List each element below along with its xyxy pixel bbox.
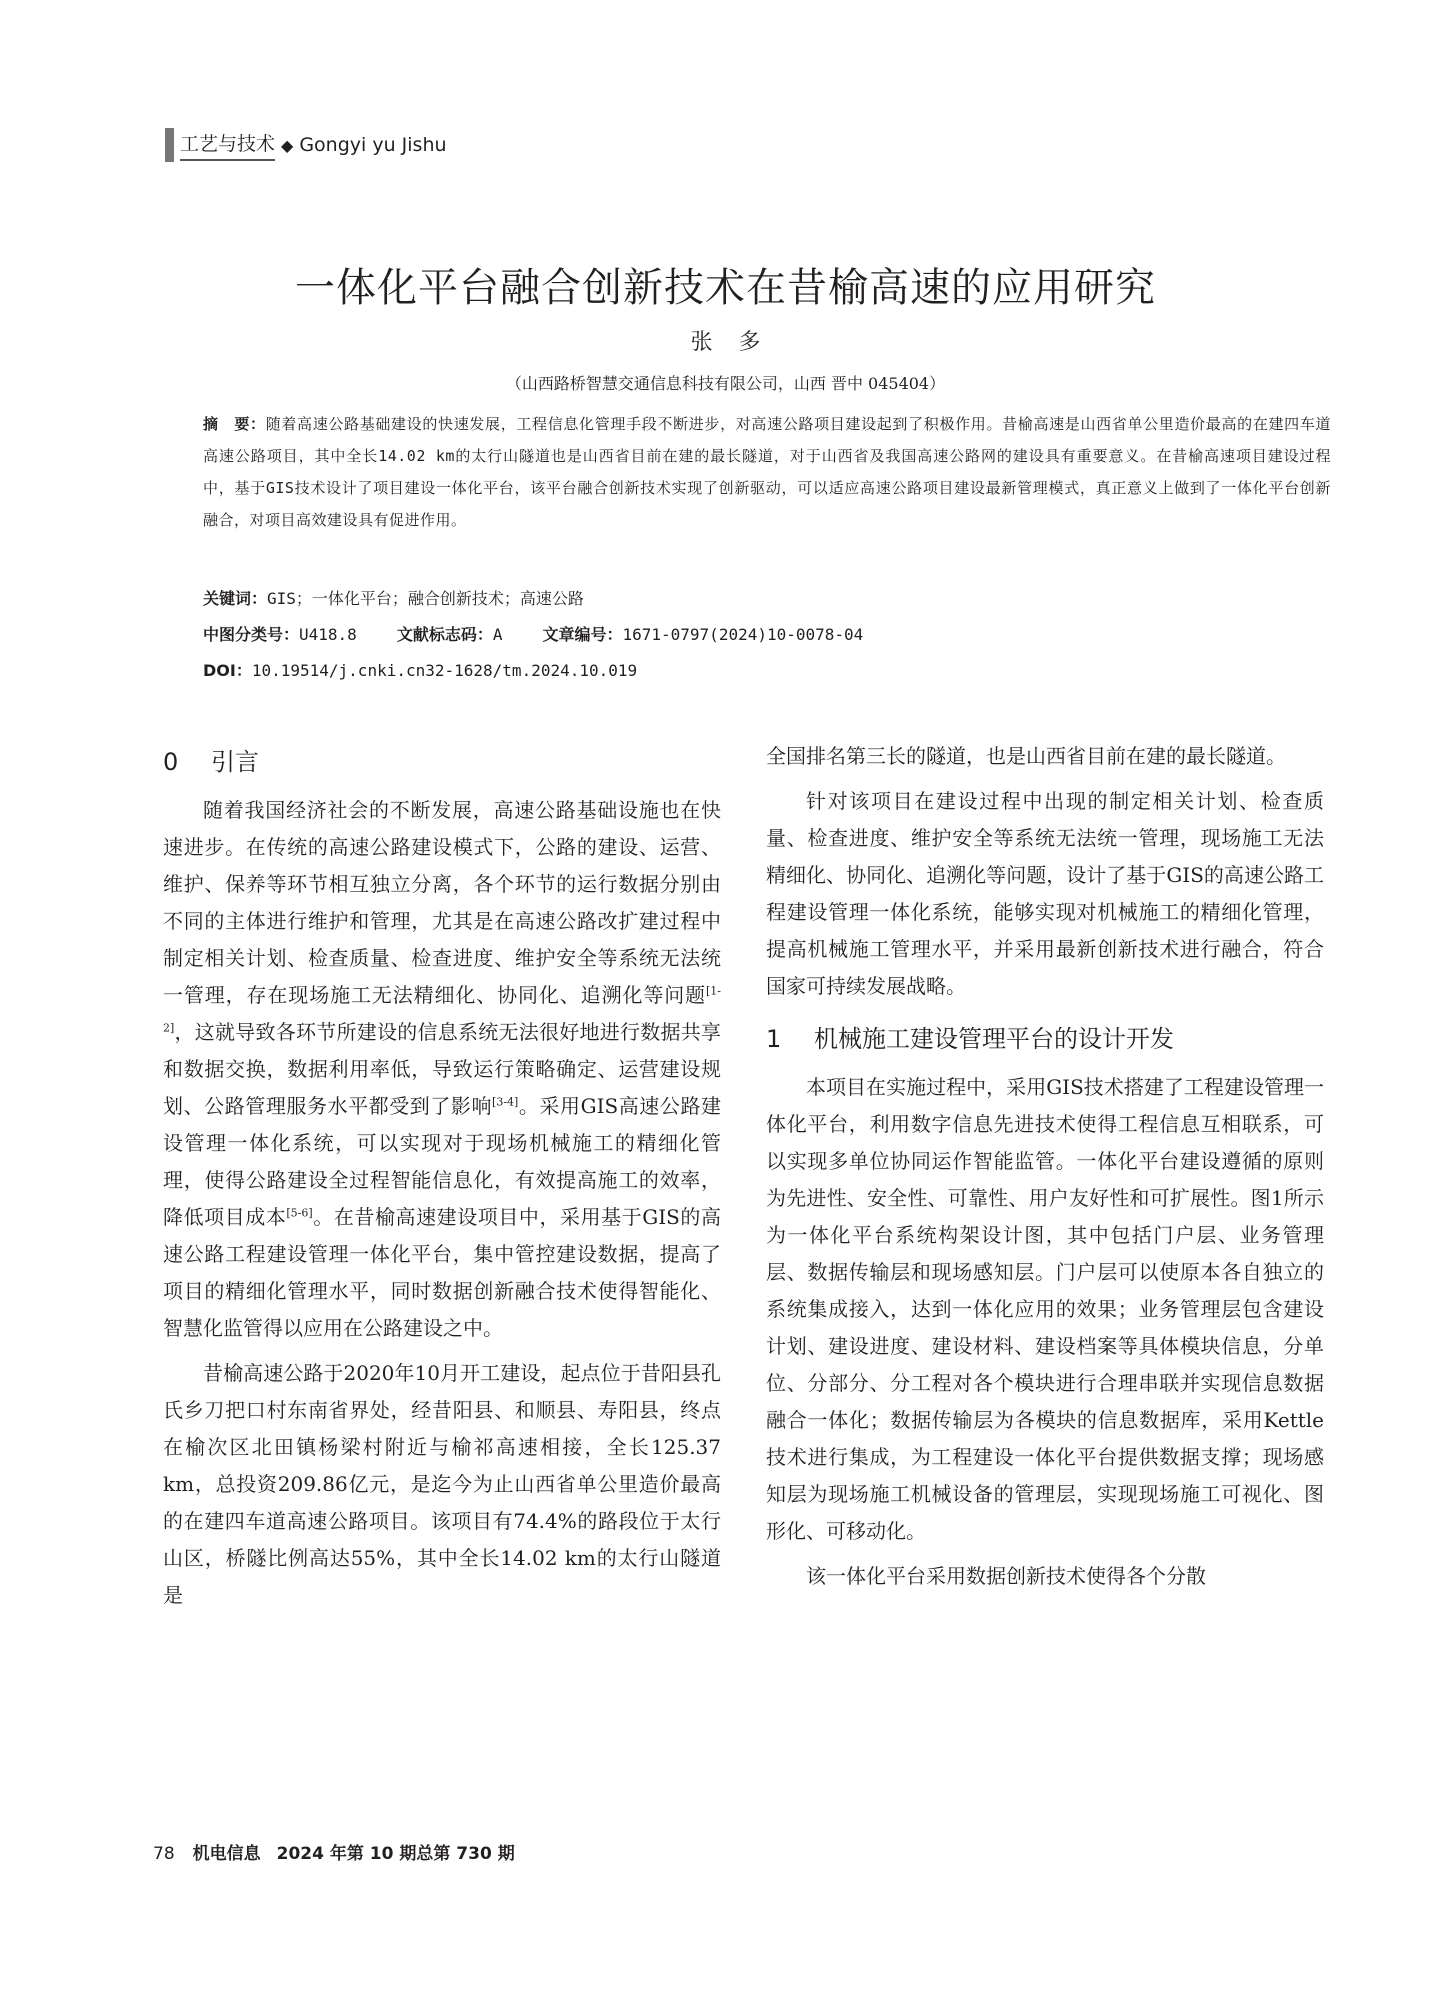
section-number: 1 <box>766 1025 782 1053</box>
keywords <box>203 586 584 609</box>
article-no-label: 文章编号： <box>542 625 623 644</box>
keywords-text: GIS；一体化平台；融合创新技术；高速公路 <box>267 589 584 608</box>
section-header <box>165 128 447 162</box>
page-number: 78 <box>153 1844 175 1864</box>
citation-ref[interactable]: [5-6] <box>286 1206 313 1220</box>
doi-row <box>203 658 637 681</box>
body-paragraph-continued: 全国排名第三长的隧道，也是山西省目前在建的最长隧道。 <box>766 744 1286 768</box>
body-paragraph: 本项目在实施过程中，采用GIS技术搭建了工程建设管理一体化平台，利用数字信息先进技术使得工程信息互相联系，可以实现多单位协同运作智能监管。一体化平台建设遵循的原则为先进性、安全性、可靠性、用户友好性和可扩展性。图1所示为一体化平台系统构架设计图，其中包括门户层、业务管理层、数据传输层和现场感知层。门户层可以使原本各自独立的系统集成接入，达到一体化应用的效果；业务管理层包含建设计划、建设进度、建设材料、建设档案等具体模块信息，分单位、分部分、分工程对各个模块进行合理串联并实现信息数据融合一体化；数据传输层为各模块的信息数据库，采用Kettle技术进行集成，为工程建设一体化平台提供数据支撑；现场感知层为现场施工机械设备的管理层，实现现场施工可视化、图形化、可移动化。 <box>766 1075 1324 1543</box>
paragraph-text: ，这就导致各环节所建设的信息系统无法很好地进行数据共享和数据交换，数据利用率低，导致运行策略确定、运营建设规划、公路管理服务水平都受到了影响 <box>163 1020 721 1118</box>
body-paragraph: 该一体化平台采用数据创新技术使得各个分散 <box>806 1564 1206 1588</box>
abstract-text: 随着高速公路基础建设的快速发展，工程信息化管理手段不断进步，对高速公路项目建设起到了积极作用。昔榆高速是山西省单公里造价最高的在建四车道高速公路项目，其中全长14.02 km的太行山隧道也是山西省目前在建的最长隧道，对于山西省及我国高速公路网的建设具有重要意义。在昔榆高速项目建设过程中，基于GIS技术设计了项目建设一体化平台，该平台融合创新技术实现了创新驱动，可以适应高速公路项目建设最新管理模式，真正意义上做到了一体化平台创新融合，对项目高效建设具有促进作用。 <box>203 415 1331 529</box>
body-paragraph: 昔榆高速公路于2020年10月开工建设，起点位于昔阳县孔氏乡刀把口村东南省界处，经昔阳县、和顺县、寿阳县，终点在榆次区北田镇杨梁村附近与榆祁高速相接，全长125.37 km，总投资209.86亿元，是迄今为止山西省单公里造价最高的在建四车道高速公路项目。该项目有74.4%的路段位于太行山区，桥隧比例高达55%，其中全长14.02 km的太行山隧道是 <box>163 1361 721 1607</box>
keywords-label: 关键词： <box>203 589 268 608</box>
article-no-value: 1671-0797(2024)10-0078-04 <box>622 625 864 644</box>
citation-ref[interactable]: [1-2] <box>163 984 721 1035</box>
header-section-cn: 工艺与技术 <box>180 129 275 161</box>
classification-row <box>203 622 863 645</box>
right-column <box>766 738 1324 1595</box>
citation-ref[interactable]: [3-4] <box>492 1095 519 1109</box>
article-author: 张多 <box>690 330 787 355</box>
doc-code-label: 文献标志码： <box>396 625 493 644</box>
page-footer <box>153 1839 515 1864</box>
section-heading-platform-design <box>766 1019 1324 1059</box>
doi-value[interactable]: 10.19514/j.cnki.cn32-1628/tm.2024.10.019 <box>251 661 638 680</box>
journal-issue: 2024 年第 10 期总第 730 期 <box>276 1844 515 1864</box>
journal-name: 机电信息 <box>192 1844 261 1864</box>
header-bar-mark <box>165 128 174 162</box>
left-column <box>163 738 721 1614</box>
doc-code-value: A <box>492 625 503 644</box>
paragraph-text: 随着我国经济社会的不断发展，高速公路基础设施也在快速进步。在传统的高速公路建设模式下，公路的建设、运营、维护、保养等环节相互独立分离，各个环节的运行数据分别由不同的主体进行维护和管理，尤其是在高速公路改扩建过程中制定相关计划、检查质量、检查进度、维护安全等系统无法统一管理，存在现场施工无法精细化、协同化、追溯化等问题 <box>163 798 721 1007</box>
section-heading-introduction <box>163 742 721 782</box>
section-title: 机械施工建设管理平台的设计开发 <box>814 1025 1174 1053</box>
paragraph-text: 。在昔榆高速建设项目中，采用基于GIS的高速公路工程建设管理一体化平台，集中管控建设数据，提高了项目的精细化管理水平，同时数据创新融合技术使得智能化、智慧化监管得以应用在公路建设之中。 <box>163 1205 722 1340</box>
doi-label: DOI： <box>203 661 252 680</box>
clc-value: U418.8 <box>299 625 357 644</box>
body-paragraph <box>163 792 721 1347</box>
header-diamond-icon: ◆ <box>281 135 294 155</box>
author-affiliation: （山西路桥智慧交通信息科技有限公司，山西 晋中 045404） <box>505 374 946 393</box>
abstract-label: 摘 要： <box>203 415 266 433</box>
header-section-en: Gongyi yu Jishu <box>299 134 447 156</box>
section-title: 引言 <box>211 748 259 776</box>
section-number: 0 <box>163 748 179 776</box>
abstract <box>203 408 1331 536</box>
body-paragraph: 针对该项目在建设过程中出现的制定相关计划、检查质量、检查进度、维护安全等系统无法统一管理，现场施工无法精细化、协同化、追溯化等问题，设计了基于GIS的高速公路工程建设管理一体化系统，能够实现对机械施工的精细化管理，提高机械施工管理水平，并采用最新创新技术进行融合，符合国家可持续发展战略。 <box>766 789 1324 998</box>
article-title: 一体化平台融合创新技术在昔榆高速的应用研究 <box>295 265 1156 311</box>
clc-label: 中图分类号： <box>203 625 300 644</box>
paragraph-text: 。采用GIS高速公路建设管理一体化系统，可以实现对于现场机械施工的精细化管理，使得公路建设全过程智能信息化，有效提高施工的效率，降低项目成本 <box>163 1094 722 1229</box>
